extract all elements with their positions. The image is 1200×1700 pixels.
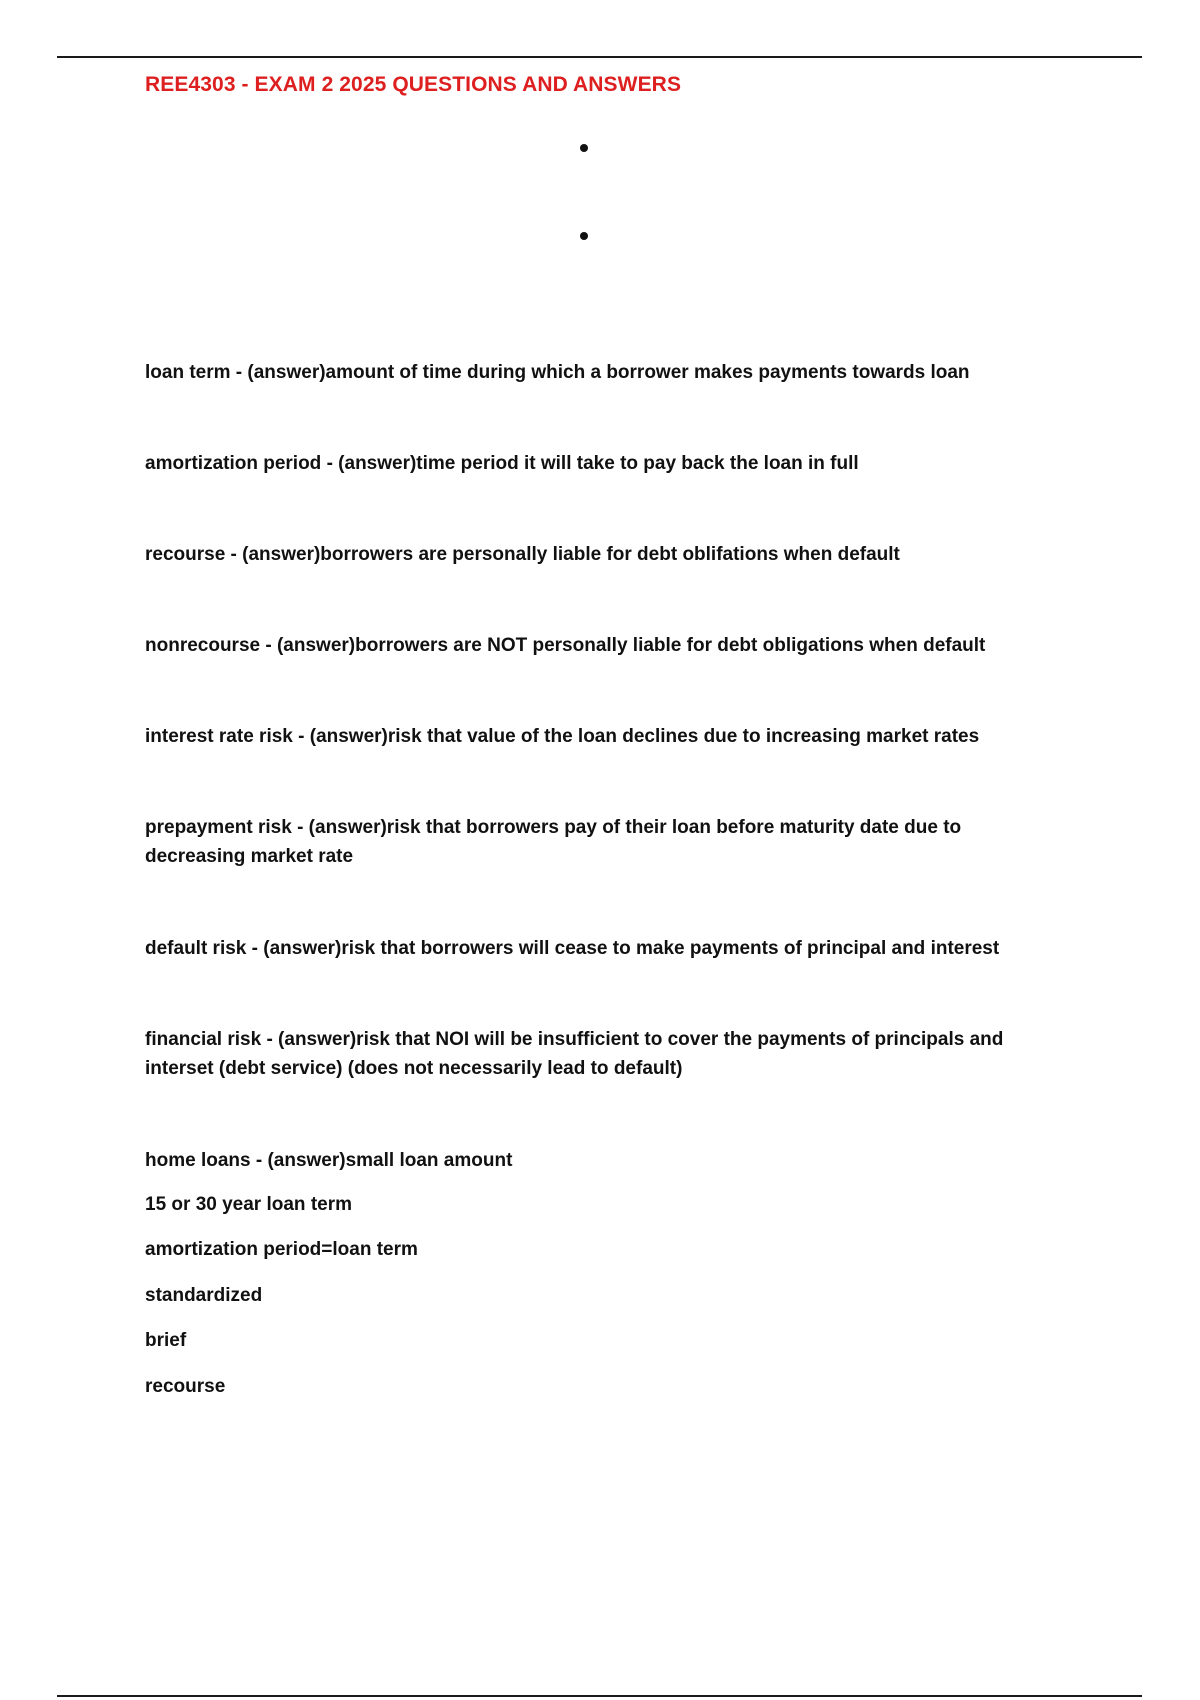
home-loan-detail: brief [145,1330,187,1351]
top-rule [57,56,1142,58]
home-loan-detail: 15 or 30 year loan term [145,1194,352,1215]
home-loan-detail: recourse [145,1376,226,1397]
qa-entry-recourse: recourse - (answer)borrowers are personally liable for debt oblifations when default [145,544,900,565]
qa-entry-amortization-period: amortization period - (answer)time period it will take to pay back the loan in full [145,453,859,474]
qa-entry-default-risk: default risk - (answer)risk that borrowers will cease to make payments of principal and interest [145,938,1000,959]
qa-entry-loan-term: loan term - (answer)amount of time during which a borrower makes payments towards loan [145,362,970,383]
bullet-icon [580,144,588,152]
home-loan-detail: standardized [145,1285,263,1306]
qa-entry-interest-rate-risk: interest rate risk - (answer)risk that value of the loan declines due to increasing market rates [145,726,980,747]
bullet-icon [580,232,588,240]
qa-entry-financial-risk: financial risk - (answer)risk that NOI will be insufficient to cover the payments of principals and interset (debt service) (does not necessarily lead to default) [145,1029,1009,1079]
home-loan-detail: amortization period=loan term [145,1239,418,1260]
document-title: REE4303 - EXAM 2 2025 QUESTIONS AND ANSWERS [145,73,682,96]
qa-entry-nonrecourse: nonrecourse - (answer)borrowers are NOT personally liable for debt obligations when default [145,635,986,656]
qa-entry-prepayment-risk: prepayment risk - (answer)risk that borrowers pay of their loan before maturity date due to decreasing market rate [145,817,967,867]
bottom-rule [57,1695,1142,1697]
qa-entry-home-loans: home loans - (answer)small loan amount [145,1150,513,1171]
